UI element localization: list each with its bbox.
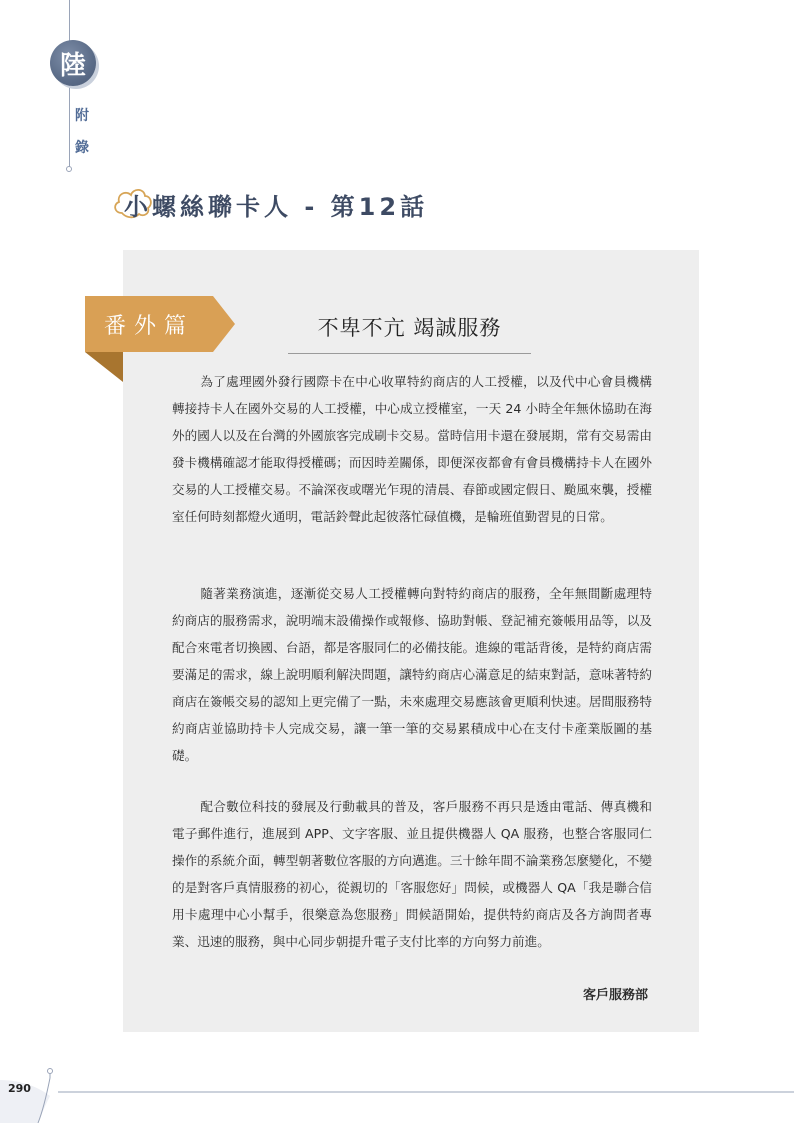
section-tag: 番外篇 xyxy=(103,313,194,339)
page-number: 290 xyxy=(8,1082,31,1095)
paragraph-1 xyxy=(172,368,652,530)
chapter-subtitle xyxy=(72,100,92,164)
paragraph-1-text: 為了處理國外發行國際卡在中心收單特約商店的人工授權，以及代中心會員機構轉接持卡人在國外交易的人工授權，中心成立授權室，一天 24 小時全年無休協助在海外的國人以及在台灣的外國旅客完成刷卡交易。當時信用卡還在發展期，常有交易需由發卡機構確認才能取得授權碼；而因時差關係，即便深夜都會有會員機構持卡人在國外交易的人工授權交易。不論深夜或曙光乍現的清晨、春節或國定假日、颱風來襲，授權室任何時刻都燈火通明，電話鈴聲此起彼落忙碌值機，是輪班值勤習見的日常。 xyxy=(172,374,652,524)
chapter-line-end-dot xyxy=(66,166,72,172)
footer-decoration xyxy=(0,1068,794,1123)
chapter-subtitle-char-2: 錄 xyxy=(75,140,89,156)
chapter-badge: 陸 xyxy=(50,40,96,86)
paragraph-3 xyxy=(172,793,652,955)
paragraph-2-text: 隨著業務演進，逐漸從交易人工授權轉向對特約商店的服務，全年無間斷處理特約商店的服務需求，說明端末設備操作或報修、協助對帳、登記補充簽帳用品等，以及配合來電者切換國、台語，都是客服同仁的必備技能。進線的電話背後，是特約商店需要滿足的需求，線上說明順利解決問題，讓特約商店心滿意足的結束對話，意味著特約商店在簽帳交易的認知上更完備了一點，未來處理交易應該會更順利快速。居間服務特約商店並協助持卡人完成交易，讓一筆一筆的交易累積成中心在支付卡產業版圖的基礎。 xyxy=(172,586,652,763)
signature: 客戶服務部 xyxy=(582,988,648,1003)
paragraph-3-text: 配合數位科技的發展及行動載具的普及，客戶服務不再只是透由電話、傳真機和電子郵件進行，進展到 APP、文字客服、並且提供機器人 QA 服務，也整合客服同仁操作的系統介面，轉型朝著數位客服的方向邁進。三十餘年間不論業務怎麼變化，不變的是對客戶真情服務的初心，從親切的「客服您好」問候，或機器人 QA「我是聯合信用卡處理中心小幫手，很樂意為您服務」問候語開始，提供特約商店及各方詢問者專業、迅速的服務，與中心同步朝提升電子支付比率的方向努力前進。 xyxy=(172,799,652,949)
section-heading: 不卑不亢 竭誠服務 xyxy=(317,316,502,340)
page-title: 小螺絲聯卡人 - 第12話 xyxy=(124,193,429,221)
heading-underline xyxy=(288,353,531,354)
paragraph-2 xyxy=(172,580,652,769)
chapter-subtitle-char-1: 附 xyxy=(75,108,89,124)
